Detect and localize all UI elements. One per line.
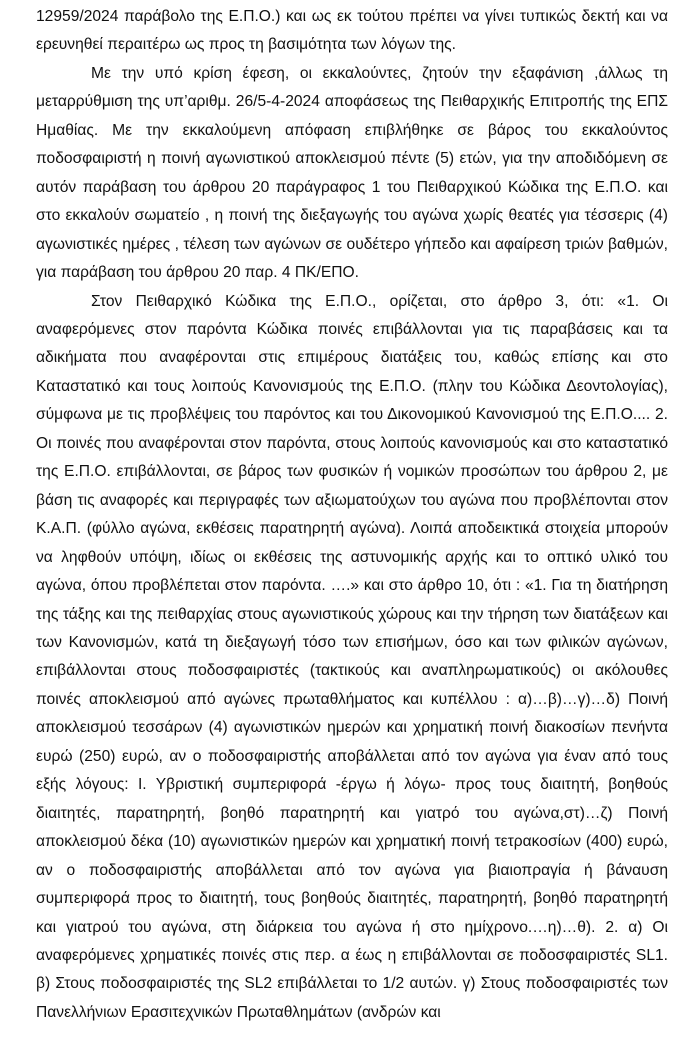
paragraph-3: Στον Πειθαρχικό Κώδικα της Ε.Π.Ο., ορίζεται, στο άρθρο 3, ότι: «1. Οι αναφερόμενες στον παρόντα Κώδικα ποινές επιβάλλονται για τις παραβάσεις και τα αδικήματα που αναφέρονται στις επιμέρους διατάξεις του, καθώς επίσης και στο Καταστατικό και τους λοιπούς Κανονισμούς της Ε.Π.Ο. (πλην του Κώδικα Δεοντολογίας), σύμφωνα με τις προβλέψεις του παρόντος και του Δικονομικού Κανονισμού της Ε.Π.Ο.... 2. Οι ποινές που αναφέρονται στον παρόντα, στους λοιπούς κανονισμούς και στο καταστατικό της Ε.Π.Ο. επιβάλλονται, σε βάρος των φυσικών ή νομικών προσώπων του άρθρου 2, με βάση τις αναφορές και περιγραφές των αξιωματούχων του αγώνα που προβλέπονται στον Κ.Α.Π. (φύλλο αγώνα, εκθέσεις παρατηρητή αγώνα). Λοιπά αποδεικτικά στοιχεία μπορούν να ληφθούν υπόψη, ιδίως οι εκθέσεις της αστυνομικής αρχής και το οπτικό υλικό του αγώνα, όπου προβλέπεται στον παρόντα. ….» και στο άρθρο 10, ότι : «1. Για τη διατήρηση της τάξης και της πειθαρχίας στους αγωνιστικούς χώρους και την τήρηση των διατάξεων και των Κανονισμών, κατά τη διεξαγωγή τόσο των επισήμων, όσο και των φιλικών αγώνων, επιβάλλονται στους ποδοσφαιριστές (τακτικούς και αναπληρωματικούς) οι ακόλουθες ποινές αποκλεισμού από αγώνες πρωταθλήματος και κυπέλλου : α)…β)…γ)…δ) Ποινή αποκλεισμού τεσσάρων (4) αγωνιστικών ημερών και χρηματική ποινή διακοσίων πενήντα ευρώ (250) ευρώ, αν ο ποδοσφαιριστής αποβάλλεται από τον αγώνα για έναν από τους εξής λόγους: Ι. Υβριστική συμπεριφορά -έργω ή λόγω- προς τους διαιτητή, βοηθούς διαιτητές, παρατηρητή, βοηθό παρατηρητή και γιατρό του αγώνα,στ)…ζ) Ποινή αποκλεισμού δέκα (10) αγωνιστικών ημερών και χρηματική ποινή τετρακοσίων (400) ευρώ, αν ο ποδοσφαιριστής αποβάλλεται από τον αγώνα για βιαιοπραγία ή βάναυση συμπεριφορά προς το διαιτητή, τους βοηθούς διαιτητές, παρατηρητή, βοηθό παρατηρητή και γιατρού του αγώνα, στη διάρκεια του αγώνα ή στο ημίχρονο.…η)…θ). 2. α) Οι αναφερόμενες χρηματικές ποινές στις περ. α έως η επιβάλλονται σε ποδοσφαιριστές SL1. β) Στους ποδοσφαιριστές της SL2 επιβάλλεται το 1/2 αυτών. γ) Στους ποδοσφαιριστές των Πανελλήνιων Ερασιτεχνικών Πρωταθλημάτων (ανδρών και — [36, 292, 668, 1021]
paragraph-1: 12959/2024 παράβολο της Ε.Π.Ο.) και ως εκ τούτου πρέπει να γίνει τυπικώς δεκτή και να ερευνηθεί περαιτέρω ως προς τη βασιμότητα των λόγων της. — [36, 8, 668, 54]
document-page — [36, 3, 668, 1027]
paragraph-2: Με την υπό κρίση έφεση, οι εκκαλούντες, ζητούν την εξαφάνιση ,άλλως τη μεταρρύθμιση της υπ’αριθμ. 26/5-4-2024 αποφάσεως της Πειθαρχικής Επιτροπής της ΕΠΣ Ημαθίας. Με την εκκαλούμενη απόφαση επιβλήθηκε σε βάρος του εκκαλούντος ποδοσφαιριστή η ποινή αγωνιστικού αποκλεισμού πέντε (5) ετών, για την αποδιδόμενη σε αυτόν παράβαση του άρθρου 20 παράγραφος 1 του Πειθαρχικού Κώδικα της Ε.Π.Ο. και στο εκκαλούν σωματείο , η ποινή της διεξαγωγής του αγώνα χωρίς θεατές για τέσσερις (4) αγωνιστικές ημέρες , τέλεση των αγώνων σε ουδέτερο γήπεδο και αφαίρεση τριών βαθμών, για παράβαση του άρθρου 20 παρ. 4 ΠΚ/ΕΠΟ. — [36, 64, 668, 282]
